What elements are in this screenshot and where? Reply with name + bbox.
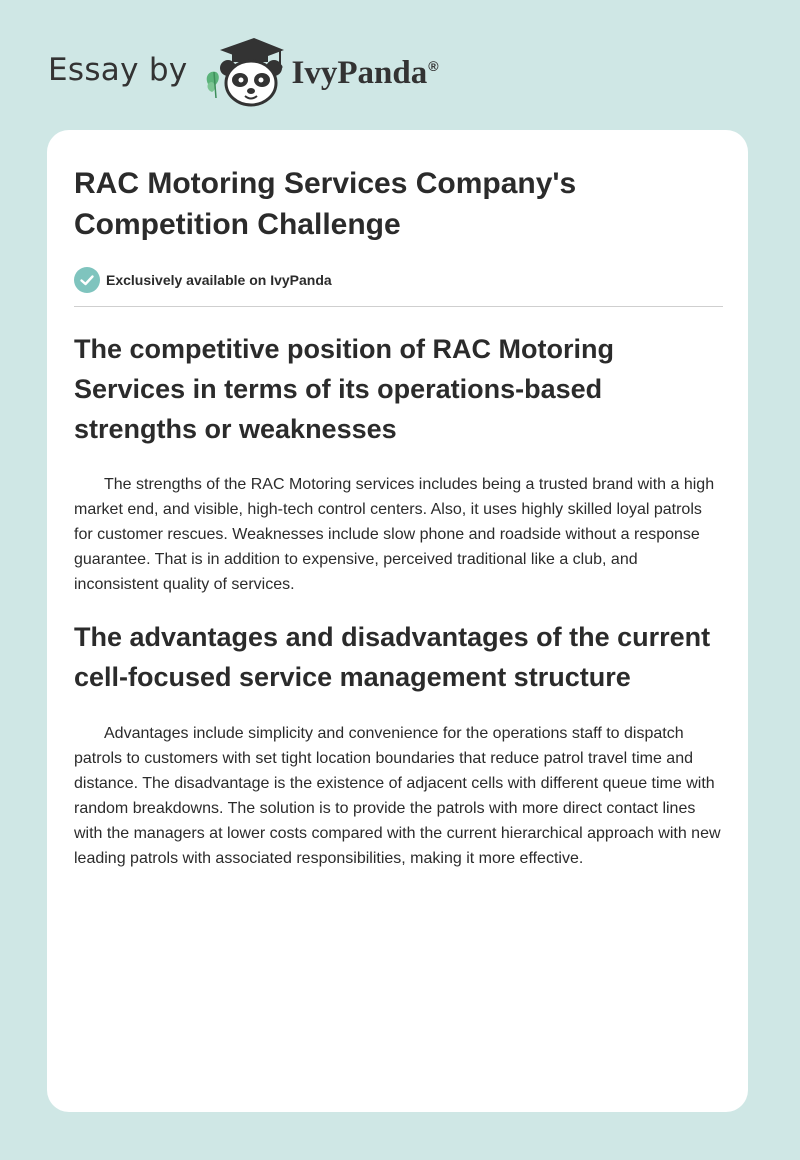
section-heading-strengths: The competitive position of RAC Motoring Services in terms of its operations-based strengths or weaknesses	[74, 334, 614, 444]
exclusive-badge-label: Exclusively available on IvyPanda	[106, 272, 332, 288]
exclusive-badge	[74, 266, 722, 294]
title-divider	[74, 306, 723, 307]
section-body-strengths: The strengths of the RAC Motoring services includes being a trusted brand with a high market end, and visible, high-tech control centers. Also, it uses highly skilled loyal patrols for customer rescues. Weaknesses include slow phone and roadside without a response guarantee. That is in addition to expensive, perceived traditional like a club, and inconsistent quality of services.	[74, 476, 715, 593]
essay-content	[74, 163, 722, 871]
brand-prefix: Essay by	[48, 52, 188, 88]
section-heading-structure: The advantages and disadvantages of the current cell-focused service management structure	[74, 622, 711, 692]
registered-mark: ®	[428, 57, 439, 74]
section-body-structure: Advantages include simplicity and convenience for the operations staff to dispatch patrols to customers with set tight location boundaries that reduce patrol travel time and distance. The disadvantage is the existence of adjacent cells with different queue time with random breakdowns. The solution is to provide the patrols with more direct contact lines with the managers at lower costs compared with the current hierarchical approach with new leading patrols with associated responsibilities, making it more effective.	[74, 725, 721, 867]
site-brand[interactable]	[48, 36, 439, 108]
panda-logo-icon	[202, 36, 286, 108]
essay-title: RAC Motoring Services Company's Competition Challenge	[74, 167, 577, 241]
essay-card	[47, 130, 748, 1112]
check-circle-icon	[74, 267, 100, 293]
brand-name: IvyPanda®	[291, 54, 439, 91]
